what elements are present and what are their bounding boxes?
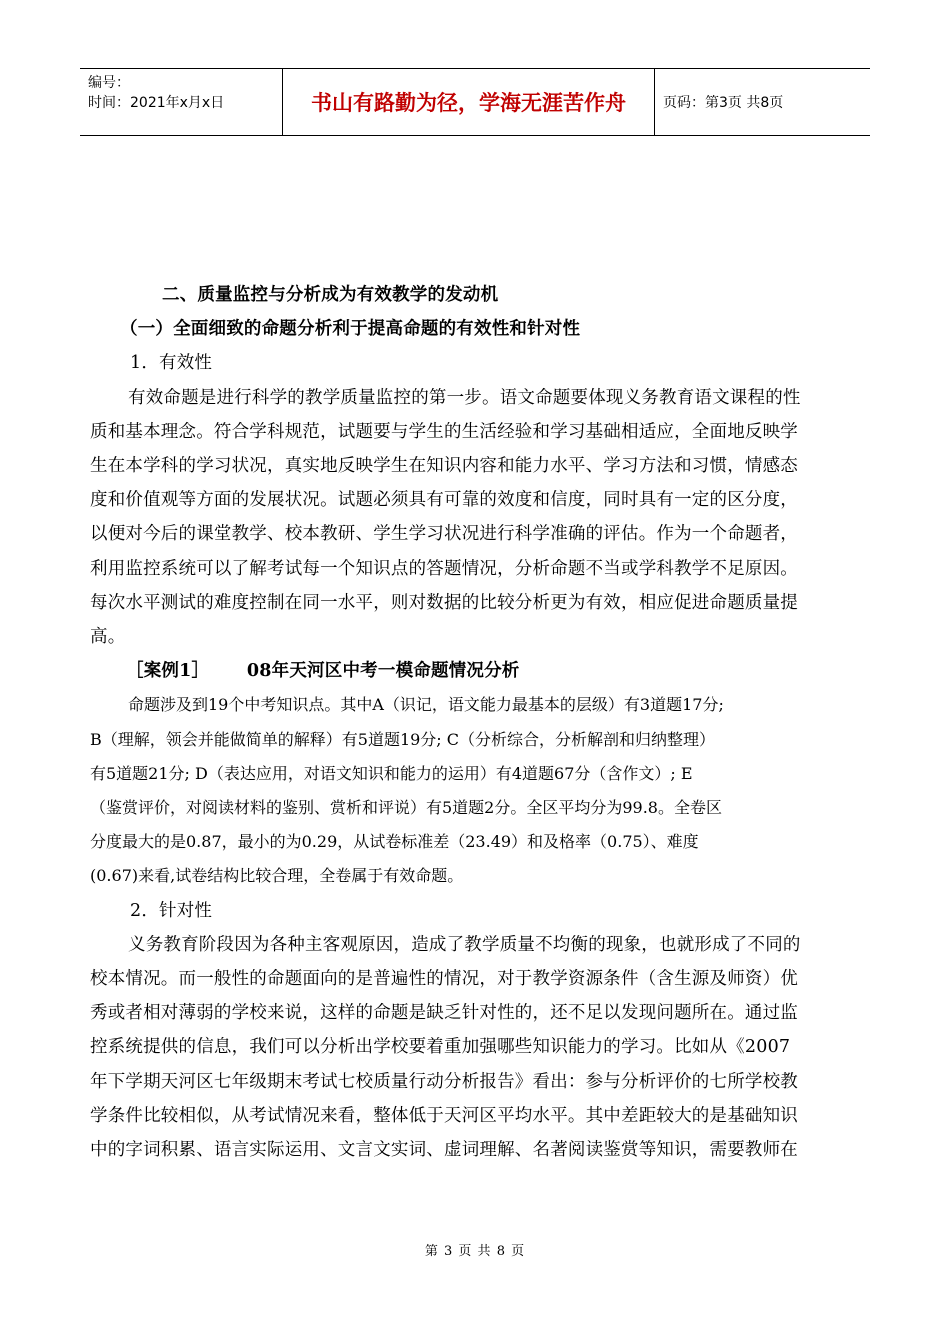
paragraph-line: 度和价值观等方面的发展状况。试题必须具有可靠的效度和信度，同时具有一定的区分度，	[90, 490, 798, 511]
paragraph-line: 每次水平测试的难度控制在同一水平，则对数据的比较分析更为有效，相应促进命题质量提	[90, 592, 798, 613]
page-footer: 第 3 页 共 8 页	[424, 1244, 526, 1259]
paragraph-line: 有效命题是进行科学的教学质量监控的第一步。语文命题要体现义务教育语文课程的性	[128, 387, 801, 408]
paragraph-line: 有5道题21分; D（表达应用，对语文知识和能力的运用）有4道题67分（含作文）; E	[90, 763, 693, 783]
paragraph-line: 高。	[90, 627, 126, 648]
paragraph-line: 校本情况。而一般性的命题面向的是普遍性的情况，对于教学资源条件（含生源及师资）优	[90, 969, 798, 990]
paragraph-line: 控系统提供的信息，我们可以分析出学校要着重加强哪些知识能力的学习。比如从《2007	[90, 1037, 791, 1058]
subsection-heading: （一）全面细致的命题分析利于提高命题的有效性和针对性	[120, 319, 581, 340]
header-motto: 书山有路勤为径，学海无涯苦作舟	[283, 69, 655, 135]
section-heading: 二、质量监控与分析成为有效教学的发动机	[162, 285, 499, 305]
paragraph-line: 学条件比较相似，从考试情况来看，整体低于天河区平均水平。其中差距较大的是基础知识	[90, 1105, 798, 1126]
paragraph-line: B（理解，领会并能做简单的解释）有5道题19分; C（分析综合，分析解剖和归纳整理）	[90, 729, 716, 749]
paragraph-line: 质和基本理念。符合学科规范，试题要与学生的生活经验和学习基础相适应，全面地反映学	[90, 421, 798, 442]
item-heading-pertinence: 2．针对性	[130, 900, 213, 921]
paragraph-line: 以便对今后的课堂教学、校本教研、学生学习状况进行科学准确的评估。作为一个命题者，	[90, 524, 798, 545]
paragraph-effectiveness	[90, 381, 870, 655]
paragraph-line: (0.67)来看,试卷结构比较合理，全卷属于有效命题。	[90, 866, 464, 886]
case-title: ［案例1］ 08年天河区中考一模命题情况分析	[126, 661, 520, 682]
document-date-label: 时间：2021年x月x日	[88, 95, 225, 111]
header-meta-cell	[80, 69, 283, 135]
paragraph-line: 利用监控系统可以了解考试每一个知识点的答题情况，分析命题不当或学科教学不足原因。	[90, 558, 798, 579]
page-header-table	[80, 68, 870, 136]
header-page-code: 页码：第3页 共8页	[663, 95, 784, 111]
paragraph-line: 义务教育阶段因为各种主客观原因，造成了教学质量不均衡的现象，也就形成了不同的	[128, 934, 801, 955]
paragraph-line: 生在本学科的学习状况，真实地反映学生在知识内容和能力水平、学习方法和习惯，情感态	[90, 456, 798, 477]
paragraph-line: 命题涉及到19个中考知识点。其中A（识记，语文能力最基本的层级）有3道题17分;	[128, 695, 724, 715]
paragraph-line: 分度最大的是0.87，最小的为0.29，从试卷标准差（23.49）和及格率（0.75）、难度	[90, 832, 699, 852]
item-heading-effectiveness: 1．有效性	[130, 353, 213, 374]
paragraph-pertinence	[90, 928, 870, 1167]
paragraph-line: 秀或者相对薄弱的学校来说，这样的命题是缺乏针对性的，还不足以发现问题所在。通过监	[90, 1003, 798, 1024]
document-id-label: 编号：	[88, 75, 130, 91]
paragraph-line: 年下学期天河区七年级期末考试七校质量行动分析报告》看出：参与分析评价的七所学校教	[90, 1071, 798, 1092]
document-body	[90, 278, 870, 1167]
case-paragraph	[90, 688, 870, 893]
paragraph-line: 中的字词积累、语言实际运用、文言文实词、虚词理解、名著阅读鉴赏等知识，需要教师在	[90, 1140, 798, 1161]
paragraph-line: （鉴赏评价，对阅读材料的鉴别、赏析和评说）有5道题2分。全区平均分为99.8。全卷区	[90, 798, 722, 818]
